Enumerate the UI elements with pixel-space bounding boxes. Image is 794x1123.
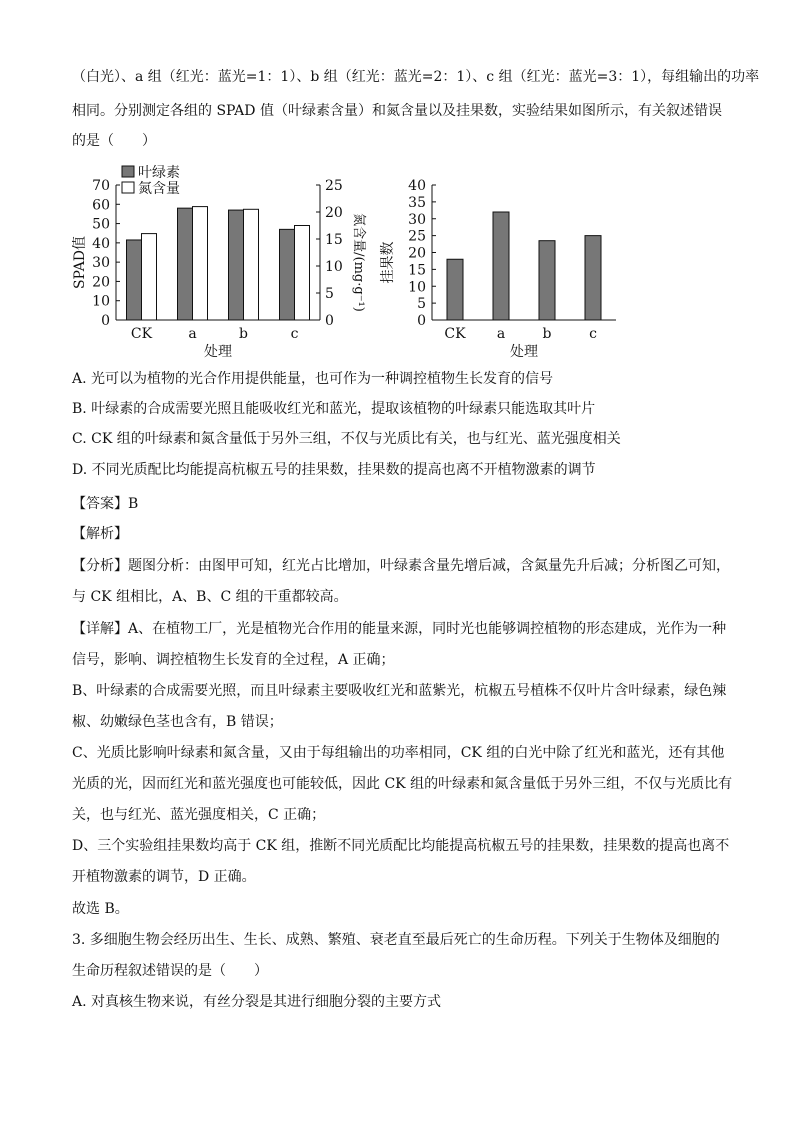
bar xyxy=(295,226,310,321)
legend-swatch xyxy=(122,166,134,177)
figure-charts xyxy=(72,160,672,360)
y-tick-label: 0 xyxy=(417,313,426,329)
y-tick-label: 30 xyxy=(92,255,110,272)
detail-line: C、光质比影响叶绿素和氮含量，又由于每组输出的功率相同，CK 组的白光中除了红光和蓝光，还有其他 xyxy=(72,745,725,761)
question3-line: 3. 多细胞生物会经历出生、生长、成熟、繁殖、衰老直至最后死亡的生命历程。下列关于生物体及细胞的 xyxy=(72,932,720,948)
option-c: C. CK 组的叶绿素和氮含量低于另外三组，不仅与光质比有关，也与红光、蓝光强度相关 xyxy=(72,431,621,447)
y-tick-label: 10 xyxy=(92,293,110,310)
detail-line: 椒、幼嫩绿色茎也含有，B 错误； xyxy=(72,714,283,730)
option-a: A. 光可以为植物的光合作用提供能量，也可作为一种调控植物生长发育的信号 xyxy=(72,371,554,387)
bar xyxy=(127,240,142,320)
x-tick-label: a xyxy=(188,326,197,342)
detail-line: 光质的光，因而红光和蓝光强度也可能较低，因此 CK 组的叶绿素和氮含量低于另外三组，不仅与光质比有 xyxy=(72,776,733,792)
x-axis-title: 处理 xyxy=(510,344,538,360)
bar xyxy=(539,241,555,320)
x-tick-label: b xyxy=(239,326,248,342)
y-tick-label: 30 xyxy=(408,211,426,228)
y-tick-label: 0 xyxy=(101,313,110,329)
bar xyxy=(280,229,295,320)
x-tick-label: CK xyxy=(444,326,466,342)
x-tick-label: c xyxy=(290,326,299,342)
bar xyxy=(178,208,193,320)
y-tick-label: 25 xyxy=(408,228,426,245)
y-tick-label: 60 xyxy=(92,197,110,214)
analysis-line: 与 CK 组相比，A、B、C 组的干重都较高。 xyxy=(72,589,348,605)
answer: 【答案】B xyxy=(72,496,139,512)
y-tick-label-right: 5 xyxy=(325,286,334,302)
y-tick-label: 5 xyxy=(417,296,426,313)
y-tick-label: 50 xyxy=(92,216,110,233)
x-tick-label: c xyxy=(589,326,597,342)
y-tick-label: 10 xyxy=(408,279,426,296)
x-tick-label: b xyxy=(542,326,552,342)
bar xyxy=(142,234,157,320)
y-tick-label-right: 20 xyxy=(325,205,343,221)
detail-line: 信号，影响、调控植物生长发育的全过程，A 正确； xyxy=(72,652,395,668)
intro-line: 的是（ ） xyxy=(72,133,156,149)
y-tick-label: 70 xyxy=(92,178,110,194)
y-tick-label-right: 0 xyxy=(325,313,334,329)
legend-swatch xyxy=(122,182,134,193)
legend-label: 叶绿素 xyxy=(138,165,180,181)
x-tick-label: a xyxy=(496,326,506,342)
detail-line: 开植物激素的调节，D 正确。 xyxy=(72,869,256,885)
y-tick-label-right: 10 xyxy=(325,259,343,275)
y-tick-label: 15 xyxy=(408,262,426,279)
bar xyxy=(244,209,259,320)
y-axis-title: SPAD值 xyxy=(72,235,88,290)
option-d: D. 不同光质配比均能提高杭椒五号的挂果数，挂果数的提高也离不开植物激素的调节 xyxy=(72,462,596,478)
question3-line: 生命历程叙述错误的是（ ） xyxy=(72,963,268,979)
x-axis-title: 处理 xyxy=(204,344,232,360)
detail-line: B、叶绿素的合成需要光照，而且叶绿素主要吸收红光和蓝紫光，杭椒五号植株不仅叶片含叶绿素，绿色辣 xyxy=(72,683,727,699)
detail-line: 故选 B。 xyxy=(72,901,129,917)
y-tick-label: 35 xyxy=(408,194,426,211)
y-tick-label: 40 xyxy=(408,178,426,194)
intro-line: （白光）、a 组（红光：蓝光=1：1）、b 组（红光：蓝光=2：1）、c 组（红光：蓝光=3：1），每组输出的功率 xyxy=(72,69,760,85)
bar xyxy=(447,259,463,320)
question3-line: A. 对真核生物来说，有丝分裂是其进行细胞分裂的主要方式 xyxy=(72,994,442,1010)
y-tick-label-right: 15 xyxy=(325,232,343,248)
y-axis-title-right: 氮含量/(mg·g⁻¹) xyxy=(351,213,366,312)
y-tick-label: 40 xyxy=(92,235,110,252)
chart-fruit-count xyxy=(372,160,632,360)
bar xyxy=(193,207,208,320)
y-tick-label-right: 25 xyxy=(325,178,343,194)
y-tick-label: 20 xyxy=(92,274,110,291)
detail-line: 【详解】A、在植物工厂，光是植物光合作用的能量来源，同时光也能够调控植物的形态建成，光作为一种 xyxy=(72,621,727,637)
legend-label: 氮含量 xyxy=(138,181,180,197)
analysis-heading: 【解析】 xyxy=(72,526,128,542)
y-axis-title: 挂果数 xyxy=(380,241,396,284)
y-tick-label: 20 xyxy=(408,245,426,262)
option-b: B. 叶绿素的合成需要光照且能吸收红光和蓝光，提取该植物的叶绿素只能选取其叶片 xyxy=(72,401,596,417)
detail-line: 关，也与红光、蓝光强度相关，C 正确； xyxy=(72,807,326,823)
analysis-line: 【分析】题图分析：由图甲可知，红光占比增加，叶绿素含量先增后减，含氮量先升后减；分析图乙可知， xyxy=(72,558,730,574)
chart-spad-nitrogen xyxy=(72,160,372,360)
x-tick-label: CK xyxy=(130,326,153,342)
bar xyxy=(493,212,509,320)
detail-line: D、三个实验组挂果数均高于 CK 组，推断不同光质配比均能提高杭椒五号的挂果数，挂果数的提高也离不 xyxy=(72,838,730,854)
intro-line: 相同。分别测定各组的 SPAD 值（叶绿素含量）和氮含量以及挂果数，实验结果如图所示，有关叙述错误 xyxy=(72,103,722,119)
bar xyxy=(585,236,601,320)
bar xyxy=(229,210,244,320)
